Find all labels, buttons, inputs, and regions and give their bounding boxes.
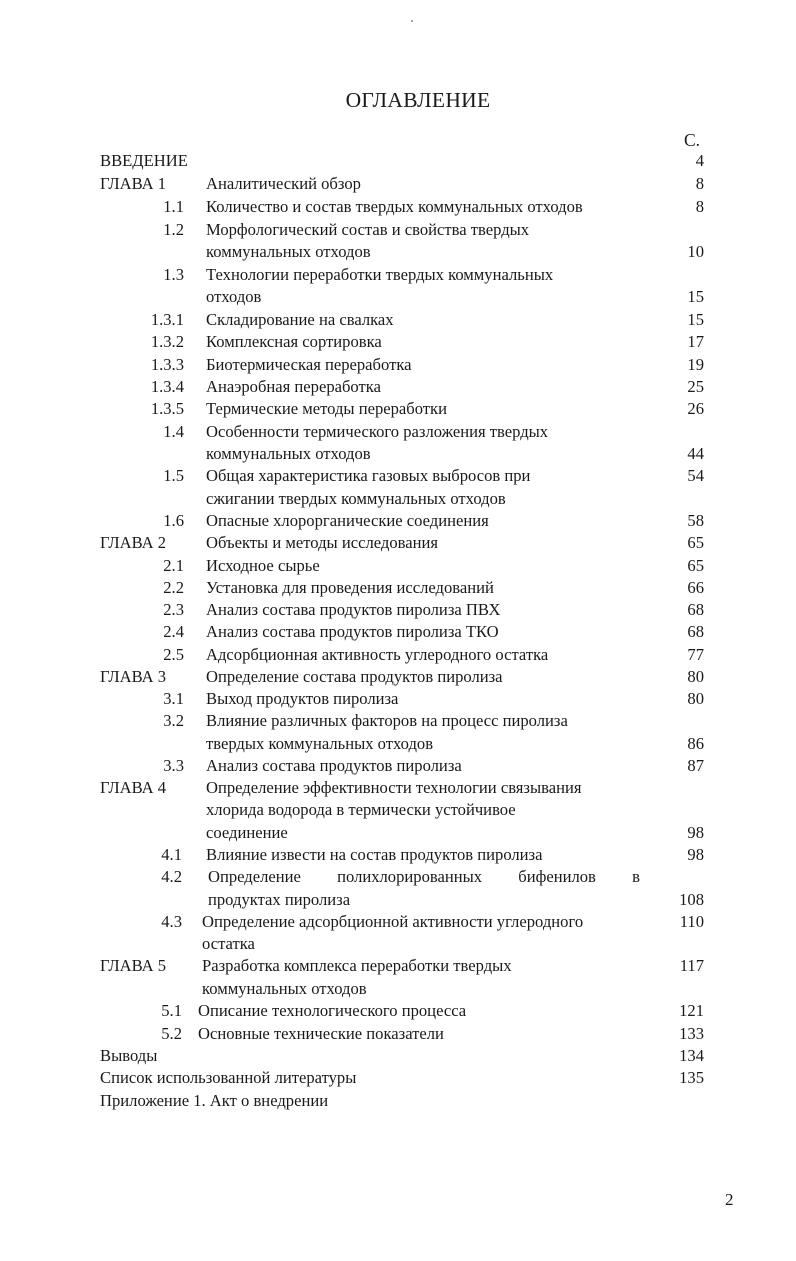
toc-entry-page: 98 bbox=[687, 845, 704, 864]
toc-entry-text: Анализ состава продуктов пиролиза ПВХ bbox=[206, 600, 501, 619]
toc-entry-text: Исходное сырье bbox=[206, 556, 320, 575]
toc-entry bbox=[0, 532, 796, 554]
toc-entry bbox=[0, 844, 796, 866]
toc-entry-page: 134 bbox=[679, 1046, 704, 1065]
toc-entry-number: 1.3.4 bbox=[150, 377, 184, 396]
toc-entry-number: 1.3.1 bbox=[150, 310, 184, 329]
page-number: 2 bbox=[725, 1190, 734, 1209]
toc-entry-page: 54 bbox=[687, 466, 704, 485]
toc-entry bbox=[0, 286, 796, 308]
toc-entry-page: 26 bbox=[687, 399, 704, 418]
toc-entry bbox=[0, 241, 796, 263]
toc-entry-text: хлорида водорода в термически устойчивое bbox=[206, 800, 516, 819]
toc-entry-page: 17 bbox=[687, 332, 704, 351]
toc-entry-number: 1.1 bbox=[163, 197, 184, 216]
toc-entry-text: Выход продуктов пиролиза bbox=[206, 689, 399, 708]
toc-entry bbox=[0, 443, 796, 465]
toc-entry-page: 80 bbox=[687, 667, 704, 686]
toc-entry-text: Комплексная сортировка bbox=[206, 332, 382, 351]
toc-entry-number: 1.3.3 bbox=[150, 355, 184, 374]
toc-entry-text: Анализ состава продуктов пиролиза bbox=[206, 756, 462, 775]
toc-entry bbox=[0, 955, 796, 977]
toc-entry-label: ГЛАВА 1 bbox=[100, 174, 167, 193]
toc-entry-text: твердых коммунальных отходов bbox=[206, 734, 434, 753]
toc-entry-page: 87 bbox=[687, 756, 704, 775]
toc-entry-text: Аналитический обзор bbox=[206, 174, 361, 193]
toc-entry-page: 108 bbox=[679, 890, 704, 909]
toc-entry-text: Количество и состав твердых коммунальных отходов bbox=[206, 197, 583, 216]
toc-entry-page: 121 bbox=[679, 1001, 704, 1020]
toc-entry-page: 58 bbox=[687, 511, 704, 530]
toc-entry-page: 80 bbox=[687, 689, 704, 708]
toc-entry-page: 98 bbox=[687, 823, 704, 842]
toc-entry-number: 1.3 bbox=[163, 265, 184, 284]
toc-entry-text: Влияние извести на состав продуктов пиролиза bbox=[206, 845, 543, 864]
toc-entry bbox=[0, 398, 796, 420]
toc-entry-page: 4 bbox=[695, 151, 704, 170]
toc-entry bbox=[0, 354, 796, 376]
toc-entry-page: 8 bbox=[695, 197, 704, 216]
toc-entry-label: Приложение 1. Акт о внедрении bbox=[100, 1091, 329, 1110]
toc-entry-number: 1.3.2 bbox=[150, 332, 184, 351]
toc-entry bbox=[0, 577, 796, 599]
toc-entry-number: 1.5 bbox=[163, 466, 184, 485]
toc-entry-label: ГЛАВА 3 bbox=[100, 667, 167, 686]
toc-entry-text: Определение адсорбционной активности углеродного bbox=[202, 912, 584, 931]
toc-entry-label: Выводы bbox=[100, 1046, 158, 1065]
toc-entry-word: в bbox=[632, 867, 640, 886]
toc-entry-number: 5.1 bbox=[161, 1001, 182, 1020]
toc-entry bbox=[0, 264, 796, 286]
toc-entry-page: 15 bbox=[687, 310, 704, 329]
toc-entry bbox=[0, 599, 796, 621]
toc-entry-page: 68 bbox=[687, 600, 704, 619]
toc-entry bbox=[0, 1090, 796, 1112]
toc-entry-text: Общая характеристика газовых выбросов при bbox=[206, 466, 531, 485]
toc-entry-number: 1.3.5 bbox=[150, 399, 184, 418]
toc-entry bbox=[0, 421, 796, 443]
toc-entry-number: 2.3 bbox=[163, 600, 184, 619]
toc-entry bbox=[0, 688, 796, 710]
toc-entry bbox=[0, 331, 796, 353]
toc-entry bbox=[0, 465, 796, 487]
toc-entry-text: Особенности термического разложения твердых bbox=[206, 422, 549, 441]
page-column-label: С. bbox=[684, 130, 701, 150]
toc-entry-label: ГЛАВА 2 bbox=[100, 533, 167, 552]
toc-entry-page: 65 bbox=[687, 556, 704, 575]
toc-entry-text: отходов bbox=[206, 287, 262, 306]
toc-entry-text: Объекты и методы исследования bbox=[206, 533, 438, 552]
toc-entry-page: 77 bbox=[687, 645, 704, 664]
toc-entry bbox=[0, 621, 796, 643]
toc-entry-number: 3.3 bbox=[163, 756, 184, 775]
toc-entry bbox=[0, 799, 796, 821]
toc-entry-page: 117 bbox=[679, 956, 704, 975]
toc-entry bbox=[0, 1045, 796, 1067]
toc-entry-text: Опасные хлорорганические соединения bbox=[206, 511, 489, 530]
toc-entry-number: 2.4 bbox=[163, 622, 184, 641]
toc-entry-number: 2.1 bbox=[163, 556, 184, 575]
toc-entry bbox=[0, 510, 796, 532]
toc-entry-page: 110 bbox=[679, 912, 704, 931]
toc-entry-text: Установка для проведения исследований bbox=[206, 578, 494, 597]
toc-entry-text: продуктах пиролиза bbox=[208, 890, 351, 909]
toc-entry bbox=[0, 644, 796, 666]
toc-entry-label: Список использованной литературы bbox=[100, 1068, 357, 1087]
toc-entry bbox=[0, 488, 796, 510]
toc-entry-text: Основные технические показатели bbox=[198, 1024, 444, 1043]
toc-entry bbox=[0, 196, 796, 218]
toc-entry-page: 135 bbox=[679, 1068, 704, 1087]
toc-entry bbox=[0, 889, 796, 911]
toc-entry bbox=[0, 755, 796, 777]
toc-entry-text: Определение эффективности технологии связывания bbox=[206, 778, 582, 797]
toc-entry-text: коммунальных отходов bbox=[206, 242, 371, 261]
toc-entry-number: 1.6 bbox=[163, 511, 184, 530]
toc-entry-word: Определение bbox=[208, 867, 301, 886]
toc-entry-text: соединение bbox=[206, 823, 288, 842]
toc-entry-word: бифенилов bbox=[518, 867, 596, 886]
toc-entry-text: коммунальных отходов bbox=[202, 979, 367, 998]
toc-entry-text: сжигании твердых коммунальных отходов bbox=[206, 489, 506, 508]
toc-entry-number: 4.3 bbox=[161, 912, 182, 931]
toc-entry-number: 2.2 bbox=[163, 578, 184, 597]
toc-entry-page: 65 bbox=[687, 533, 704, 552]
toc-entry bbox=[0, 978, 796, 1000]
toc-entry-text: Складирование на свалках bbox=[206, 310, 394, 329]
toc-entry bbox=[0, 309, 796, 331]
toc-entry-number: 1.2 bbox=[163, 220, 184, 239]
toc-entry bbox=[0, 733, 796, 755]
toc-entry-number: 4.2 bbox=[161, 867, 182, 886]
toc-entry bbox=[0, 666, 796, 688]
toc-entry-text: Анаэробная переработка bbox=[206, 377, 381, 396]
toc-entry-number: 1.4 bbox=[163, 422, 184, 441]
toc-entry-number: 2.5 bbox=[163, 645, 184, 664]
toc-entry-number: 5.2 bbox=[161, 1024, 182, 1043]
toc-entry-page: 86 bbox=[687, 734, 704, 753]
toc-entry-page: 15 bbox=[687, 287, 704, 306]
toc-entry bbox=[0, 911, 796, 933]
toc-entry bbox=[0, 710, 796, 732]
toc-entry-text bbox=[208, 866, 640, 888]
toc-entry-page: 25 bbox=[687, 377, 704, 396]
toc-entry-word: полихлорированных bbox=[337, 867, 483, 886]
toc-entry-text: Морфологический состав и свойства твердых bbox=[206, 220, 530, 239]
toc-entry-text: Определение состава продуктов пиролиза bbox=[206, 667, 503, 686]
toc-entry-text: Технологии переработки твердых коммунальных bbox=[206, 265, 554, 284]
toc-entry bbox=[0, 1000, 796, 1022]
toc-entry bbox=[0, 1023, 796, 1045]
toc-entry-label: ГЛАВА 5 bbox=[100, 956, 167, 975]
toc-entry bbox=[0, 777, 796, 799]
toc-entry-page: 66 bbox=[687, 578, 704, 597]
page-title: ОГЛАВЛЕНИЕ bbox=[345, 88, 491, 112]
toc-entry-page: 8 bbox=[695, 174, 704, 193]
toc-entry-page: 19 bbox=[687, 355, 704, 374]
toc-entry-text: Разработка комплекса переработки твердых bbox=[202, 956, 512, 975]
toc-entry-label: ВВЕДЕНИЕ bbox=[100, 151, 188, 170]
toc-entry-text: коммунальных отходов bbox=[206, 444, 371, 463]
toc-entry-text: Анализ состава продуктов пиролиза ТКО bbox=[206, 622, 499, 641]
toc-entry bbox=[0, 866, 796, 888]
toc-entry-text: Адсорбционная активность углеродного остатка bbox=[206, 645, 549, 664]
toc-entry-page: 44 bbox=[687, 444, 704, 463]
toc-entry bbox=[0, 933, 796, 955]
toc-entry-text: Биотермическая переработка bbox=[206, 355, 412, 374]
toc-entry bbox=[0, 555, 796, 577]
toc-entry bbox=[0, 1067, 796, 1089]
toc-entry-number: 3.2 bbox=[163, 711, 184, 730]
toc-entry bbox=[0, 219, 796, 241]
toc-entry-text: остатка bbox=[202, 934, 255, 953]
toc-entry-number: 4.1 bbox=[161, 845, 182, 864]
toc-entry-number: 3.1 bbox=[163, 689, 184, 708]
toc-entry-text: Влияние различных факторов на процесс пиролиза bbox=[206, 711, 568, 730]
toc-entry bbox=[0, 173, 796, 195]
toc-entry-text: Термические методы переработки bbox=[206, 399, 447, 418]
toc-entry-page: 133 bbox=[679, 1024, 704, 1043]
toc-entry-page: 10 bbox=[687, 242, 704, 261]
toc-entry-page: 68 bbox=[687, 622, 704, 641]
toc-entry bbox=[0, 822, 796, 844]
toc-entry-text: Описание технологического процесса bbox=[198, 1001, 467, 1020]
toc-entry-label: ГЛАВА 4 bbox=[100, 778, 167, 797]
toc-entry bbox=[0, 150, 796, 172]
toc-entry bbox=[0, 376, 796, 398]
